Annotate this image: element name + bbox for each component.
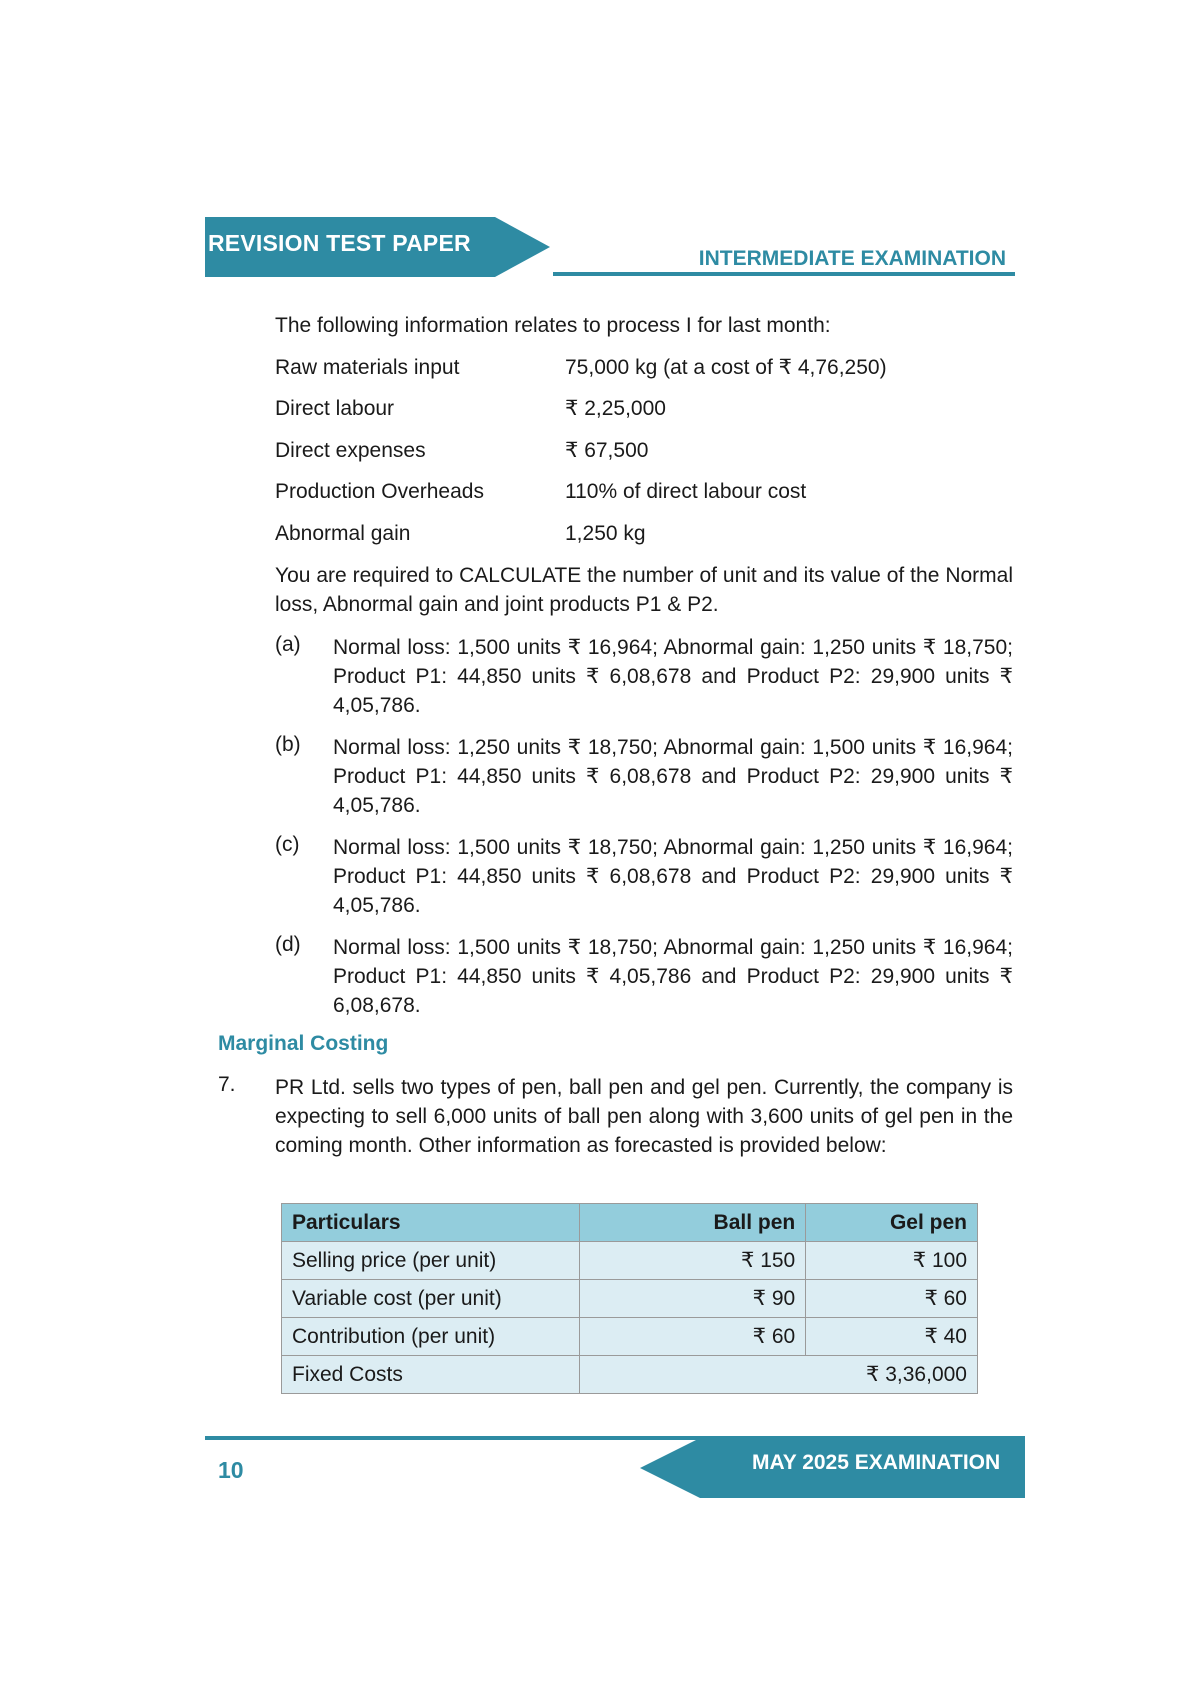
table-row <box>282 1242 978 1280</box>
pen-data-table <box>281 1203 978 1394</box>
header-rule <box>553 272 1015 276</box>
table-row <box>282 1280 978 1318</box>
table-cell: Fixed Costs <box>282 1356 580 1394</box>
option-label: (d) <box>275 933 301 956</box>
page-number: 10 <box>218 1457 244 1483</box>
info-value: ₹ 67,500 <box>565 439 649 462</box>
table-cell: ₹ 40 <box>806 1318 978 1356</box>
table-header-cell: Gel pen <box>806 1204 978 1242</box>
info-label: Production Overheads <box>275 480 484 503</box>
table-cell: ₹ 60 <box>806 1280 978 1318</box>
table-header-row <box>282 1204 978 1242</box>
section-heading: Marginal Costing <box>218 1032 389 1055</box>
table-cell: Selling price (per unit) <box>282 1242 580 1280</box>
option-label: (a) <box>275 633 301 656</box>
requirement-text: You are required to CALCULATE the number of unit and its value of the Normal loss, Abnormal gain and joint products P1 & P2. <box>275 564 1013 616</box>
table-row-fixed-costs <box>282 1356 978 1394</box>
question-text: PR Ltd. sells two types of pen, ball pen and gel pen. Currently, the company is expecting to sell 6,000 units of ball pen along with 3,600 units of gel pen in the coming month. Other information as forecasted is provided below: <box>275 1076 1013 1157</box>
info-label: Direct expenses <box>275 439 426 462</box>
option-text: Normal loss: 1,500 units ₹ 18,750; Abnormal gain: 1,250 units ₹ 16,964; Product P1: 44,850 units ₹ 4,05,786 and Product P2: 29,900 units ₹ 6,08,678. <box>333 936 1013 1017</box>
header-banner-title: REVISION TEST PAPER <box>208 230 471 256</box>
option-text: Normal loss: 1,500 units ₹ 16,964; Abnormal gain: 1,250 units ₹ 18,750; Product P1: 44,850 units ₹ 6,08,678 and Product P2: 29,900 units ₹ 4,05,786. <box>333 636 1013 717</box>
info-value: ₹ 2,25,000 <box>565 397 666 420</box>
option-text: Normal loss: 1,500 units ₹ 18,750; Abnormal gain: 1,250 units ₹ 16,964; Product P1: 44,850 units ₹ 6,08,678 and Product P2: 29,900 units ₹ 4,05,786. <box>333 836 1013 917</box>
table-row <box>282 1318 978 1356</box>
info-label: Direct labour <box>275 397 395 420</box>
table-cell: ₹ 100 <box>806 1242 978 1280</box>
table-cell: Variable cost (per unit) <box>282 1280 580 1318</box>
info-value: 110% of direct labour cost <box>565 480 807 503</box>
intro-text: The following information relates to process I for last month: <box>275 314 831 337</box>
info-label: Abnormal gain <box>275 522 411 545</box>
table-header-cell: Ball pen <box>579 1204 806 1242</box>
option-label: (b) <box>275 733 301 756</box>
header-exam-title: INTERMEDIATE EXAMINATION <box>698 247 1006 270</box>
footer-exam-title: MAY 2025 EXAMINATION <box>752 1451 1001 1474</box>
table-cell: ₹ 150 <box>579 1242 806 1280</box>
option-text: Normal loss: 1,250 units ₹ 18,750; Abnormal gain: 1,500 units ₹ 16,964; Product P1: 44,850 units ₹ 6,08,678 and Product P2: 29,900 units ₹ 4,05,786. <box>333 736 1013 817</box>
table-cell: Contribution (per unit) <box>282 1318 580 1356</box>
table-cell: ₹ 3,36,000 <box>579 1356 977 1394</box>
info-label: Raw materials input <box>275 356 460 379</box>
option-label: (c) <box>275 833 300 856</box>
table-header-cell: Particulars <box>282 1204 580 1242</box>
table-cell: ₹ 90 <box>579 1280 806 1318</box>
info-value: 75,000 kg (at a cost of ₹ 4,76,250) <box>565 356 887 379</box>
table-cell: ₹ 60 <box>579 1318 806 1356</box>
info-value: 1,250 kg <box>565 522 646 545</box>
question-number: 7. <box>218 1073 236 1096</box>
